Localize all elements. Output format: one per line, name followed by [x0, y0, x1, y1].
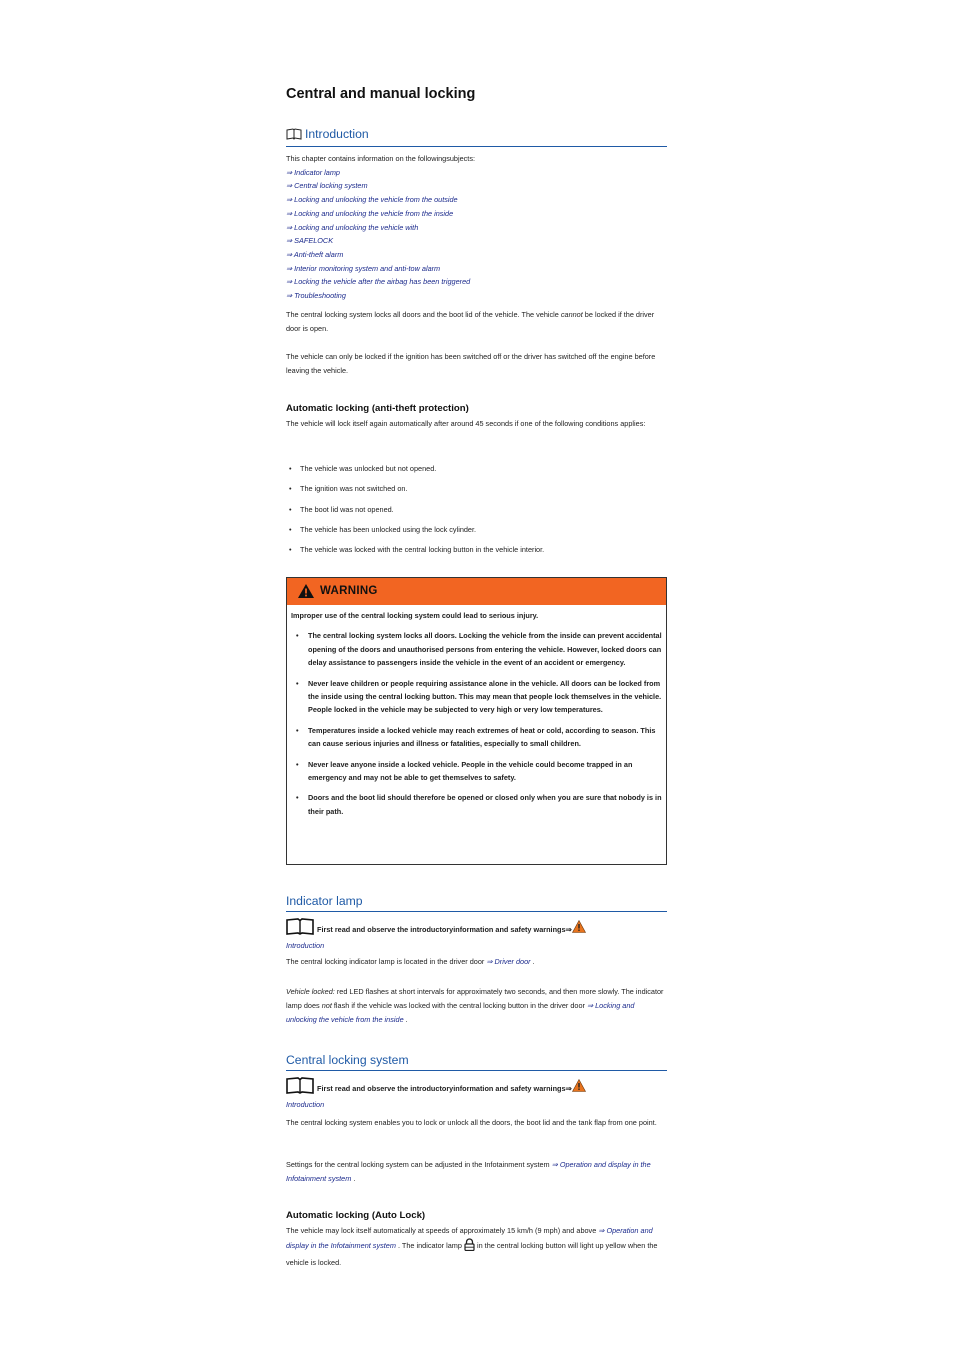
lock-icon: [464, 1238, 475, 1256]
text: . The indicator lamp: [395, 1240, 464, 1250]
warning-header: [287, 578, 666, 605]
list-item: • The boot lid was not opened.: [286, 503, 667, 517]
warning-label: WARNING: [320, 585, 378, 597]
section-title: Central locking system: [286, 1053, 409, 1067]
emphasis: cannot: [560, 310, 583, 319]
link-airbag-triggered[interactable]: ⇒ Locking the vehicle after the airbag has been triggered: [286, 277, 471, 287]
link-central-locking-system[interactable]: ⇒ Central locking system: [286, 181, 368, 191]
indicator-paragraph-2: [286, 985, 667, 1026]
intro-lead: This chapter contains information on the followingsubjects:: [286, 154, 476, 163]
safety-note: [286, 918, 667, 950]
text: in the central locking button will light up yellow when the vehicle is locked.: [286, 1240, 658, 1267]
subject-list: [286, 152, 667, 303]
page-title: Central and manual locking: [286, 86, 476, 102]
subheading: Automatic locking (anti-theft protection): [286, 403, 469, 414]
note-text: First read and observe the introductoryinformation and safety warnings⇒: [317, 1083, 572, 1093]
intro-paragraph-1: [286, 308, 667, 336]
link-interior-monitoring[interactable]: ⇒ Interior monitoring system and anti-tow alarm: [286, 263, 441, 273]
text: The central locking indicator lamp is located in the driver door: [286, 957, 487, 966]
warning-item: • Never leave anyone inside a locked vehicle. People in the vehicle could become trapped in an emergency and may not be able to get themselves to safety.: [291, 758, 662, 785]
text: Settings for the central locking system can be adjusted in the Infotainment system: [286, 1160, 552, 1169]
section-heading-indicator-lamp: [286, 892, 667, 912]
list-item: • The vehicle was locked with the central locking button in the vehicle interior.: [286, 543, 667, 557]
text: The central locking system enables you to lock or unlock all the doors, the boot lid and the tank flap from one point.: [286, 1118, 657, 1127]
text: The central locking system locks all doors and the boot lid of the vehicle. The vehicle: [286, 310, 561, 319]
list-item: • The vehicle was unlocked but not opened.: [286, 462, 667, 476]
warning-lead: Improper use of the central locking system could lead to serious injury.: [291, 611, 539, 620]
text: The vehicle may lock itself automatically at speeds of approximately 15 km/h (9 mph) and above: [286, 1226, 599, 1235]
link-driver-door[interactable]: ⇒ Driver door: [486, 957, 531, 966]
auto-locking-block: [286, 403, 667, 431]
warning-item: • Never leave children or people requiring assistance alone in the vehicle. All doors can be locked from the inside using the central locking button. This may mean that people lock themselves in the vehicle. People locked in the vehicle may be subjected to very high or very low temperatures.: [291, 677, 662, 717]
auto-locking-conditions: [286, 462, 667, 557]
emphasis: not: [321, 1000, 332, 1010]
link-introduction[interactable]: Introduction: [286, 1100, 325, 1109]
section-title: Introduction: [305, 127, 369, 141]
warning-item: • Doors and the boot lid should therefore be opened or closed only when you are sure that nobody is in their path.: [291, 791, 662, 818]
text: .: [403, 1014, 408, 1024]
warning-triangle-icon: [297, 583, 315, 599]
text: The vehicle can only be locked if the ignition has been switched off or the driver has switched off the engine before leaving the vehicle.: [286, 352, 656, 375]
central-paragraph-2: [286, 1158, 667, 1186]
central-paragraph-1: [286, 1116, 667, 1130]
text: be locked if the driver door is open.: [286, 310, 655, 333]
link-locking-inside[interactable]: ⇒ Locking and unlocking the vehicle from the inside: [286, 208, 454, 218]
warning-box: [286, 577, 667, 865]
section-title: Indicator lamp: [286, 894, 363, 908]
warning-triangle-icon: [572, 1079, 586, 1097]
link-locking-with[interactable]: ⇒ Locking and unlocking the vehicle with: [286, 222, 419, 232]
book-icon: [286, 127, 302, 145]
subheading: Automatic locking (Auto Lock): [286, 1210, 426, 1221]
text: .: [351, 1173, 356, 1183]
intro-paragraph-2: [286, 350, 667, 378]
list-item: • The ignition was not switched on.: [286, 482, 667, 496]
text: flash if the vehicle was locked with the central locking button in the driver door: [331, 1000, 587, 1010]
link-locking-outside[interactable]: ⇒ Locking and unlocking the vehicle from the outside: [286, 195, 458, 205]
text: The vehicle will lock itself again automatically after around 45 seconds if one of the following conditions applies:: [286, 419, 646, 428]
warning-item: • The central locking system locks all doors. Locking the vehicle from the inside can prevent accidental opening of the doors and unauthorised persons from entering the vehicle. However, locked doors can delay assistance to passengers inside the vehicle in the event of an accident or emergency.: [291, 629, 662, 669]
link-operation-display[interactable]: ⇒ Operation and display in the Infotainment system: [286, 1160, 651, 1183]
link-safelock[interactable]: ⇒ SAFELOCK: [286, 236, 334, 246]
text: .: [530, 957, 535, 966]
note-text: First read and observe the introductoryinformation and safety warnings⇒: [317, 924, 572, 934]
section-heading-central-locking: [286, 1051, 667, 1071]
book-icon: [286, 918, 314, 940]
text: red LED flashes at short intervals for approximately two seconds, and then more slowly. The indicator lamp does: [286, 987, 664, 1010]
link-troubleshooting[interactable]: ⇒ Troubleshooting: [286, 291, 346, 301]
list-item: • The vehicle has been unlocked using the lock cylinder.: [286, 523, 667, 537]
link-locking-inside[interactable]: ⇒ Locking and unlocking the vehicle from the inside: [286, 1000, 635, 1024]
auto-lock-block: [286, 1210, 667, 1269]
safety-note: [286, 1077, 667, 1109]
book-icon: [286, 1077, 314, 1099]
warning-item: • Temperatures inside a locked vehicle may reach extremes of heat or cold, according to season. This can cause serious injuries and illness or fatalities, especially to small children.: [291, 724, 662, 751]
emphasis: Vehicle locked:: [286, 987, 335, 996]
link-anti-theft-alarm[interactable]: ⇒ Anti-theft alarm: [286, 249, 344, 259]
indicator-paragraph-1: [286, 955, 667, 969]
warning-body: [287, 605, 666, 818]
link-introduction[interactable]: Introduction: [286, 941, 325, 950]
section-heading-introduction: [286, 125, 667, 147]
link-operation-display[interactable]: ⇒ Operation and display in the Infotainment system: [286, 1226, 653, 1250]
link-indicator-lamp[interactable]: ⇒ Indicator lamp: [286, 167, 340, 177]
warning-triangle-icon: [572, 920, 586, 938]
